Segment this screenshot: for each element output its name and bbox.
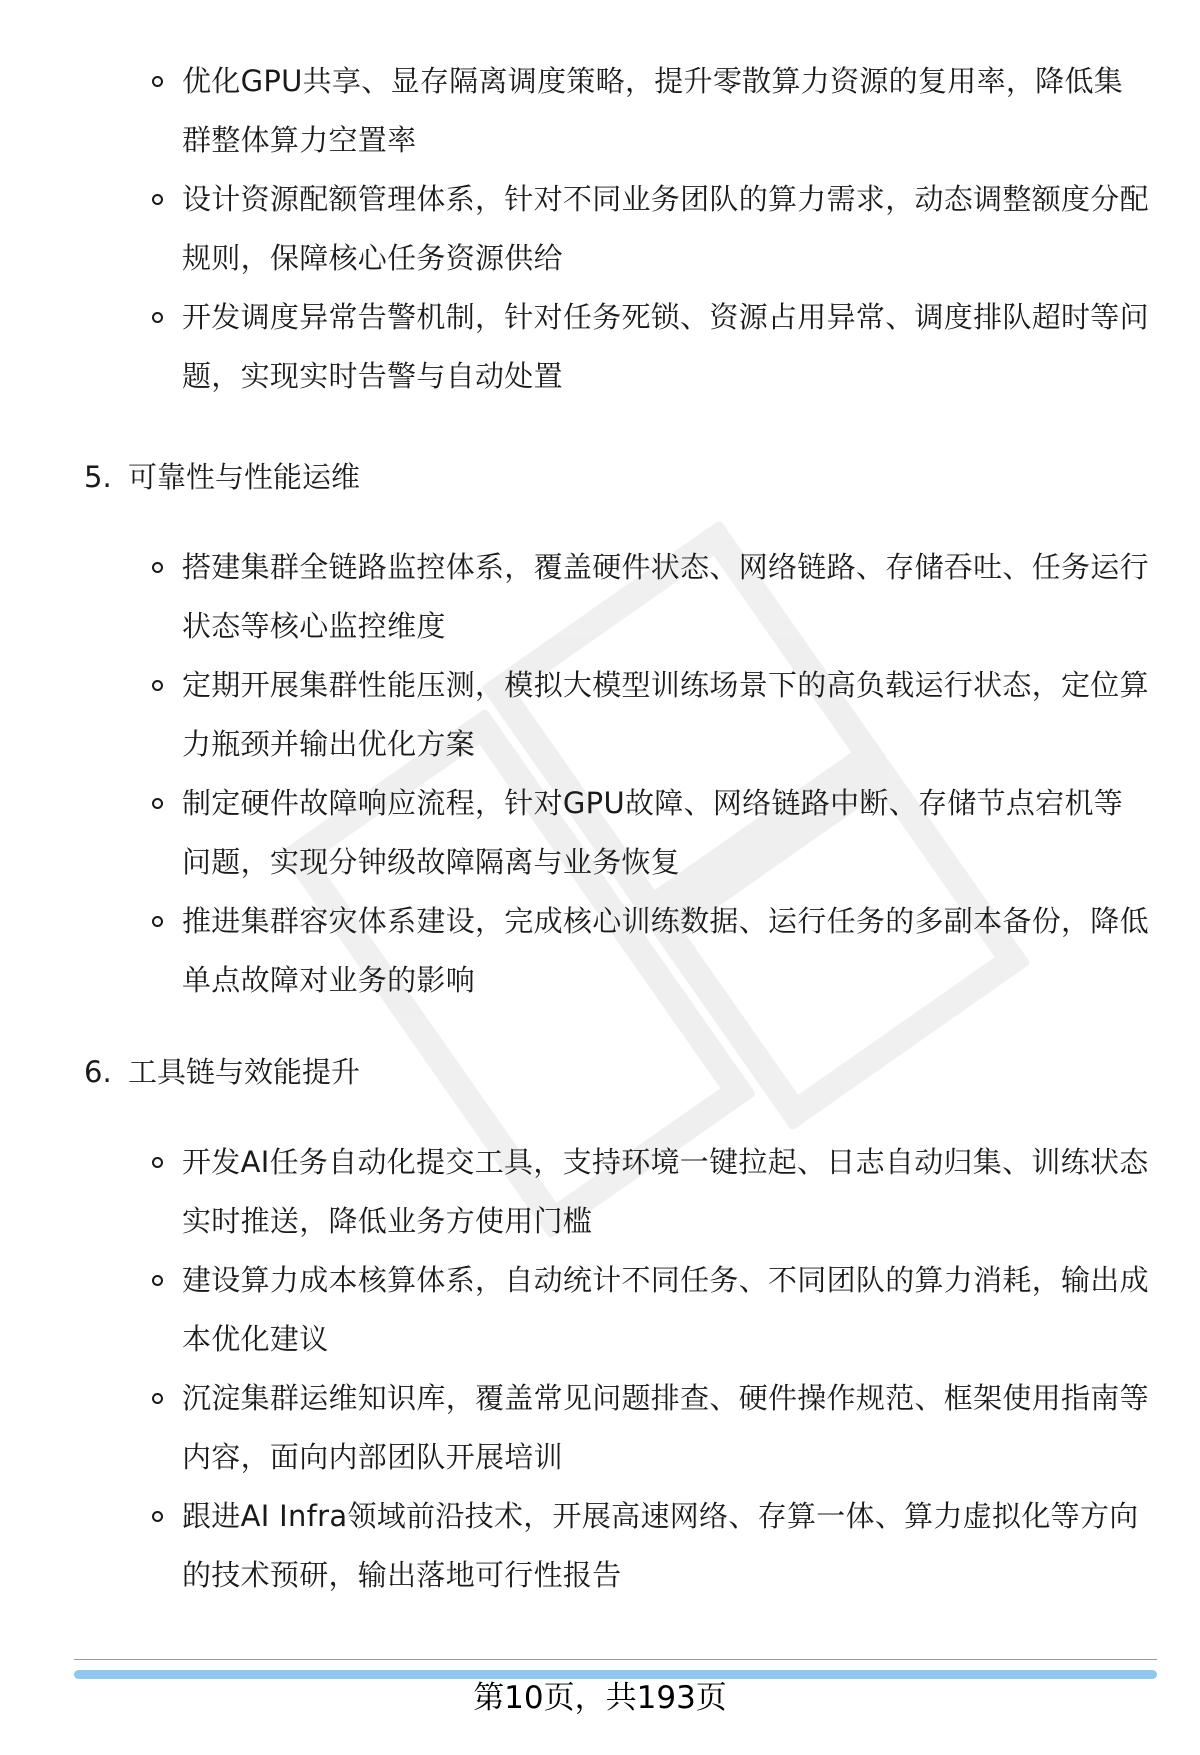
bullet-circle-icon [152,1275,163,1286]
list-item-text: 制定硬件故障响应流程，针对GPU故障、网络链路中断、存储节点宕机等问题，实现分钟级故障隔离与业务恢复 [182,786,1124,879]
list-item-text: 开发调度异常告警机制，针对任务死锁、资源占用异常、调度排队超时等问题，实现实时告警与自动处置 [182,300,1149,393]
bullet-circle-icon [152,1511,163,1522]
list-item-text: 开发AI任务自动化提交工具，支持环境一键拉起、日志自动归集、训练状态实时推送，降低业务方使用门槛 [182,1145,1149,1238]
heading-number: 6. [84,1055,112,1089]
bullet-circle-icon [152,916,163,927]
bullet-circle-icon [152,1393,163,1404]
list-item-text: 搭建集群全链路监控体系，覆盖硬件状态、网络链路、存储吞吐、任务运行状态等核心监控维度 [182,550,1149,643]
bullet-circle-icon [152,312,163,323]
list-item [0,1251,1200,1369]
list-item-text: 建设算力成本核算体系，自动统计不同任务、不同团队的算力消耗，输出成本优化建议 [182,1263,1149,1356]
heading-number: 5. [84,460,112,494]
bullet-circle-icon [152,76,163,87]
list-item [0,538,1200,656]
list-item-text: 跟进AI Infra领域前沿技术，开展高速网络、存算一体、算力虚拟化等方向的技术预研，输出落地可行性报告 [182,1499,1139,1592]
list-item-text: 优化GPU共享、显存隔离调度策略，提升零散算力资源的复用率，降低集群整体算力空置率 [182,64,1124,157]
list-item [0,1487,1200,1605]
heading-title: 工具链与效能提升 [128,1055,361,1089]
section-reliability [0,538,1200,1010]
list-item [0,170,1200,288]
list-item-text: 推进集群容灾体系建设，完成核心训练数据、运行任务的多副本备份，降低单点故障对业务的影响 [182,904,1149,997]
bullet-circle-icon [152,562,163,573]
page-number: 第10页，共193页 [473,1680,727,1716]
section-scheduling-continued [0,52,1200,406]
bullet-circle-icon [152,1157,163,1168]
list-item-text: 定期开展集群性能压测，模拟大模型训练场景下的高负载运行状态，定位算力瓶颈并输出优化方案 [182,668,1149,761]
list-item-text: 沉淀集群运维知识库，覆盖常见问题排查、硬件操作规范、框架使用指南等内容，面向内部团队开展培训 [182,1381,1149,1474]
list-item [0,774,1200,892]
footer-divider [74,1659,1157,1660]
bullet-circle-icon [152,798,163,809]
section-heading-6 [84,1052,360,1092]
list-item [0,1369,1200,1487]
section-toolchain [0,1133,1200,1605]
bullet-circle-icon [152,680,163,691]
heading-title: 可靠性与性能运维 [128,460,361,494]
list-item-text: 设计资源配额管理体系，针对不同业务团队的算力需求，动态调整额度分配规则，保障核心任务资源供给 [182,182,1149,275]
list-item [0,1133,1200,1251]
list-item [0,892,1200,1010]
bullet-circle-icon [152,194,163,205]
list-item [0,656,1200,774]
list-item [0,288,1200,406]
list-item [0,52,1200,170]
section-heading-5 [84,457,360,497]
